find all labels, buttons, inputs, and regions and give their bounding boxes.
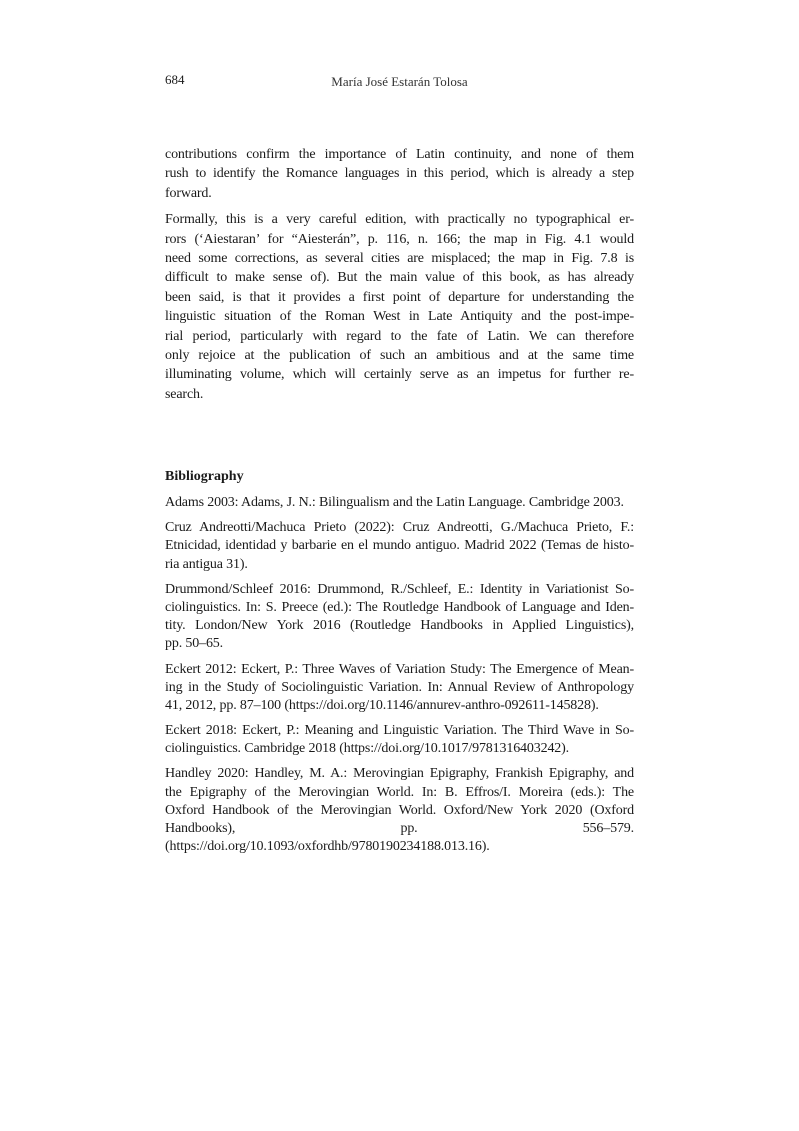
text-line: Oxford Handbook of the Merovingian World. Oxford/New York 2020 (Oxford [165,802,634,818]
text-line: Eckert 2018: Eckert, P.: Meaning and Linguistic Variation. The Third Wave in So- [165,723,634,739]
paragraph [165,210,634,404]
text-line: rial period, particularly with regard to the fate of Latin. We can therefore [165,328,634,344]
page-number: 684 [165,72,185,87]
text-line: Adams 2003: Adams, J. N.: Bilingualism and the Latin Language. Cambridge 2003. [165,495,624,510]
text-line: (https://doi.org/10.1093/oxfordhb/9780190234188.013.16). [165,839,490,855]
text-line: forward. [165,185,212,201]
text-line: rors (‘Aiestaran’ for “Aiesterán”, p. 116, n. 166; the map in Fig. 4.1 would [165,231,634,247]
text-line: need some corrections, as several cities are misplaced; the map in Fig. 7.8 is [165,250,634,266]
bibliography-entry [165,661,634,716]
text-line: Etnicidad, identidad y barbarie en el mundo antiguo. Madrid 2022 (Temas de histo- [165,538,634,554]
text-line: been said, is that it provides a first point of departure for understanding the [165,289,634,305]
bibliography-entry [165,722,634,758]
bibliography-list [165,494,634,863]
bibliography-entry [165,581,634,654]
body-text [165,145,634,411]
text-line: linguistic situation of the Roman West in Late Antiquity and the post-impe- [165,309,634,325]
text-line: pp. 50–65. [165,636,224,652]
text-line: illuminating volume, which will certainly serve as an impetus for further re- [165,367,634,383]
text-line: the Epigraphy of the Merovingian World. In: B. Effros/I. Moreira (eds.): The [165,784,634,800]
text-line: ria antigua 31). [165,556,248,572]
text-line: Eckert 2012: Eckert, P.: Three Waves of Variation Study: The Emergence of Mean- [165,661,634,677]
running-title: María José Estarán Tolosa [331,74,468,89]
text-line: ciolinguistics. Cambridge 2018 (https://doi.org/10.1017/9781316403242). [165,741,570,757]
bibliography-entry [165,519,634,574]
text-line: Formally, this is a very careful edition, with practically no typographical er- [165,212,634,228]
text-line: tity. London/New York 2016 (Routledge Handbooks in Applied Linguistics), [165,618,634,634]
text-line: only rejoice at the publication of such an ambitious and at the same time [165,347,634,363]
bibliography-heading: Bibliography [165,469,244,484]
text-line: difficult to make sense of). But the main value of this book, as has already [165,270,634,286]
text-line: Handbooks), pp. 556–579. [165,821,634,836]
text-line: search. [165,386,204,402]
text-line: Drummond/Schleef 2016: Drummond, R./Schleef, E.: Identity in Variationist So- [165,581,634,597]
text-line: rush to identify the Romance languages in this period, which is already a step [165,166,634,182]
bibliography-entry [165,765,634,856]
text-line: contributions confirm the importance of Latin continuity, and none of them [165,147,634,162]
text-line: ing in the Study of Sociolinguistic Variation. In: Annual Review of Anthropology [165,679,634,695]
text-line: Cruz Andreotti/Machuca Prieto (2022): Cruz Andreotti, G./Machuca Prieto, F.: [165,520,634,536]
text-line: Handley 2020: Handley, M. A.: Merovingian Epigraphy, Frankish Epigraphy, and [165,766,634,782]
text-line: 41, 2012, pp. 87–100 (https://doi.org/10.1146/annurev-anthro-092611-145828). [165,697,599,713]
text-line: ciolinguistics. In: S. Preece (ed.): The Routledge Handbook of Language and Iden- [165,599,634,615]
bibliography-entry [165,494,634,512]
paragraph [165,145,634,203]
